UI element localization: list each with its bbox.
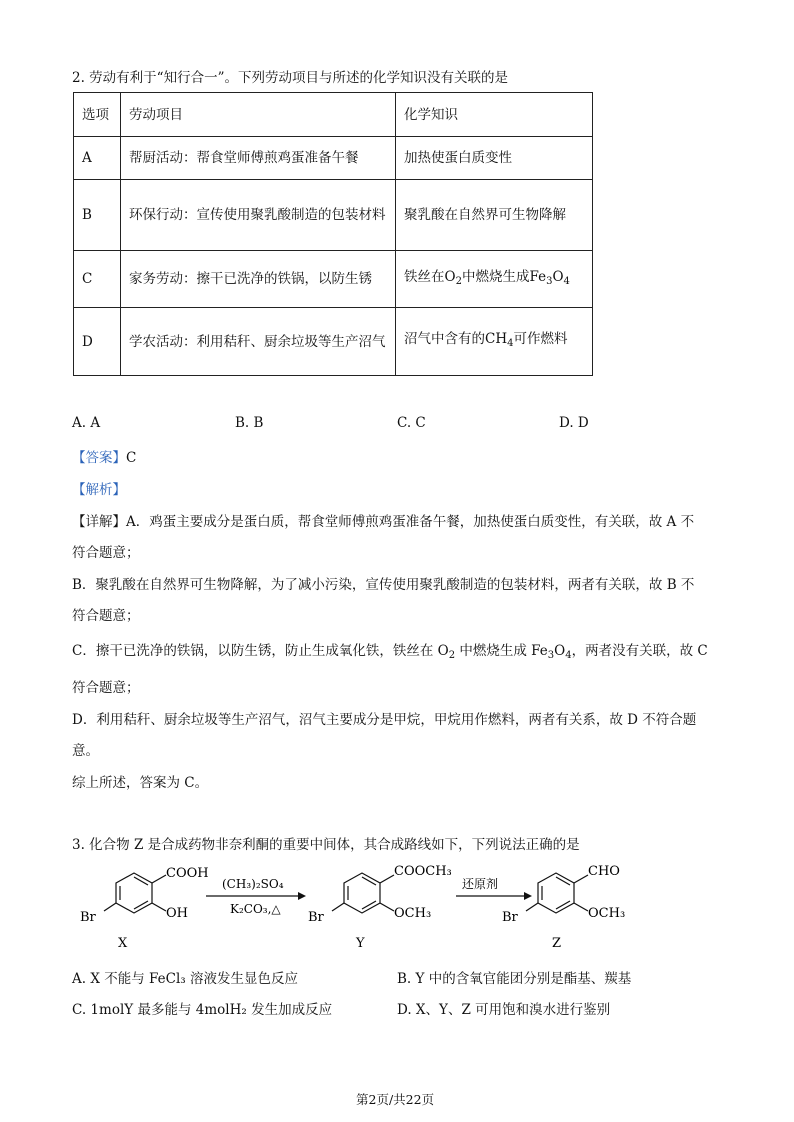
row-knowledge: 加热使蛋白质变性	[396, 137, 593, 180]
reaction-scheme	[60, 855, 700, 955]
z-side-group: OCH₃	[588, 906, 626, 921]
table-row	[74, 180, 593, 251]
arrow-1-reagent-top: (CH₃)₂SO₄	[222, 877, 284, 891]
x-br: Br	[80, 910, 96, 925]
q3-option-a: A. X 不能与 FeCl₃ 溶液发生显色反应	[72, 971, 298, 987]
z-br: Br	[502, 910, 518, 925]
row-option: C	[74, 251, 121, 308]
molecule-y	[332, 873, 394, 913]
y-top-group: COOCH₃	[394, 864, 452, 879]
answer-value: C	[126, 450, 137, 466]
detail-c-line1: C．擦干已洗净的铁锅，以防生锈，防止生成氧化铁，铁丝在 $O_2$ 中燃烧生成 $Fe_3O_4$，两者没有关联，故 C	[72, 643, 708, 661]
detail-label: 【详解】	[72, 514, 126, 530]
row-knowledge: 聚乳酸在自然界可生物降解	[396, 180, 593, 251]
header-option: 选项	[74, 93, 121, 137]
y-label: Y	[356, 936, 365, 951]
detail-b-line1: B．聚乳酸在自然界可生物降解，为了减小污染，宣传使用聚乳酸制造的包装材料，两者有关联，故 B 不	[72, 577, 695, 593]
option-b: B. B	[235, 415, 264, 431]
z-label: Z	[552, 936, 562, 951]
row-task: 帮厨活动：帮食堂师傅煎鸡蛋准备午餐	[121, 137, 396, 180]
header-knowledge: 化学知识	[396, 93, 593, 137]
molecule-z	[526, 873, 588, 913]
x-label: X	[118, 936, 128, 951]
detail-d-line2: 意。	[72, 743, 99, 759]
option-c: C. C	[397, 415, 426, 431]
row-knowledge: 铁丝在$O_2$中燃烧生成$Fe_3O_4$	[396, 251, 593, 308]
row-option: B	[74, 180, 121, 251]
analysis-label: 【解析】	[72, 482, 126, 498]
row-task: 学农活动：利用秸秆、厨余垃圾等生产沼气	[121, 308, 396, 376]
y-side-group: OCH₃	[394, 906, 432, 921]
x-side-group: OH	[166, 906, 188, 921]
y-br: Br	[308, 910, 324, 925]
detail-d-line1: D．利用秸秆、厨余垃圾等生产沼气，沼气主要成分是甲烷，甲烷用作燃料，两者有关系，故 D 不符合题	[72, 712, 697, 728]
arrow-1-reagent-bottom: K₂CO₃,△	[230, 902, 281, 916]
detail-a-line1: 【详解】A．鸡蛋主要成分是蛋白质，帮食堂师傅煎鸡蛋准备午餐，加热使蛋白质变性，有关联，故 A 不	[72, 514, 695, 530]
table-row	[74, 137, 593, 180]
table-row	[74, 251, 593, 308]
q3-option-c: C. 1molY 最多能与 4molH₂ 发生加成反应	[72, 1002, 333, 1018]
row-knowledge: 沼气中含有的$CH_4$可作燃料	[396, 308, 593, 376]
question-2-stem: 2. 劳动有利于“知行合一”。下列劳动项目与所述的化学知识没有关联的是	[72, 70, 508, 86]
q3-option-b: B. Y 中的含氧官能团分别是酯基、羰基	[397, 971, 632, 987]
option-d: D. D	[559, 415, 589, 431]
table-header-row	[74, 93, 593, 137]
question-3-stem: 3. 化合物 Z 是合成药物非奈利酮的重要中间体，其合成路线如下，下列说法正确的是	[72, 837, 580, 853]
row-option: D	[74, 308, 121, 376]
arrow-2-reagent: 还原剂	[462, 877, 499, 891]
molecule-x	[104, 873, 166, 913]
x-top-group: COOH	[166, 866, 209, 881]
detail-c-line2: 符合题意；	[72, 680, 140, 696]
q3-option-d: D. X、Y、Z 可用饱和溴水进行鉴别	[397, 1002, 611, 1018]
question-2-table	[73, 92, 593, 376]
row-task: 环保行动：宣传使用聚乳酸制造的包装材料	[121, 180, 396, 251]
detail-b-line2: 符合题意；	[72, 608, 140, 624]
answer-label: 【答案】	[72, 450, 126, 466]
summary-line: 综上所述，答案为 C。	[72, 775, 209, 791]
z-top-group: CHO	[588, 864, 620, 879]
row-task: 家务劳动：擦干已洗净的铁锅，以防生锈	[121, 251, 396, 308]
row-option: A	[74, 137, 121, 180]
header-task: 劳动项目	[121, 93, 396, 137]
detail-a-line2: 符合题意；	[72, 545, 140, 561]
answer-line	[72, 446, 136, 466]
option-a: A. A	[72, 415, 101, 431]
page-footer: 第2页/共22页	[356, 1092, 435, 1107]
table-row	[74, 308, 593, 376]
